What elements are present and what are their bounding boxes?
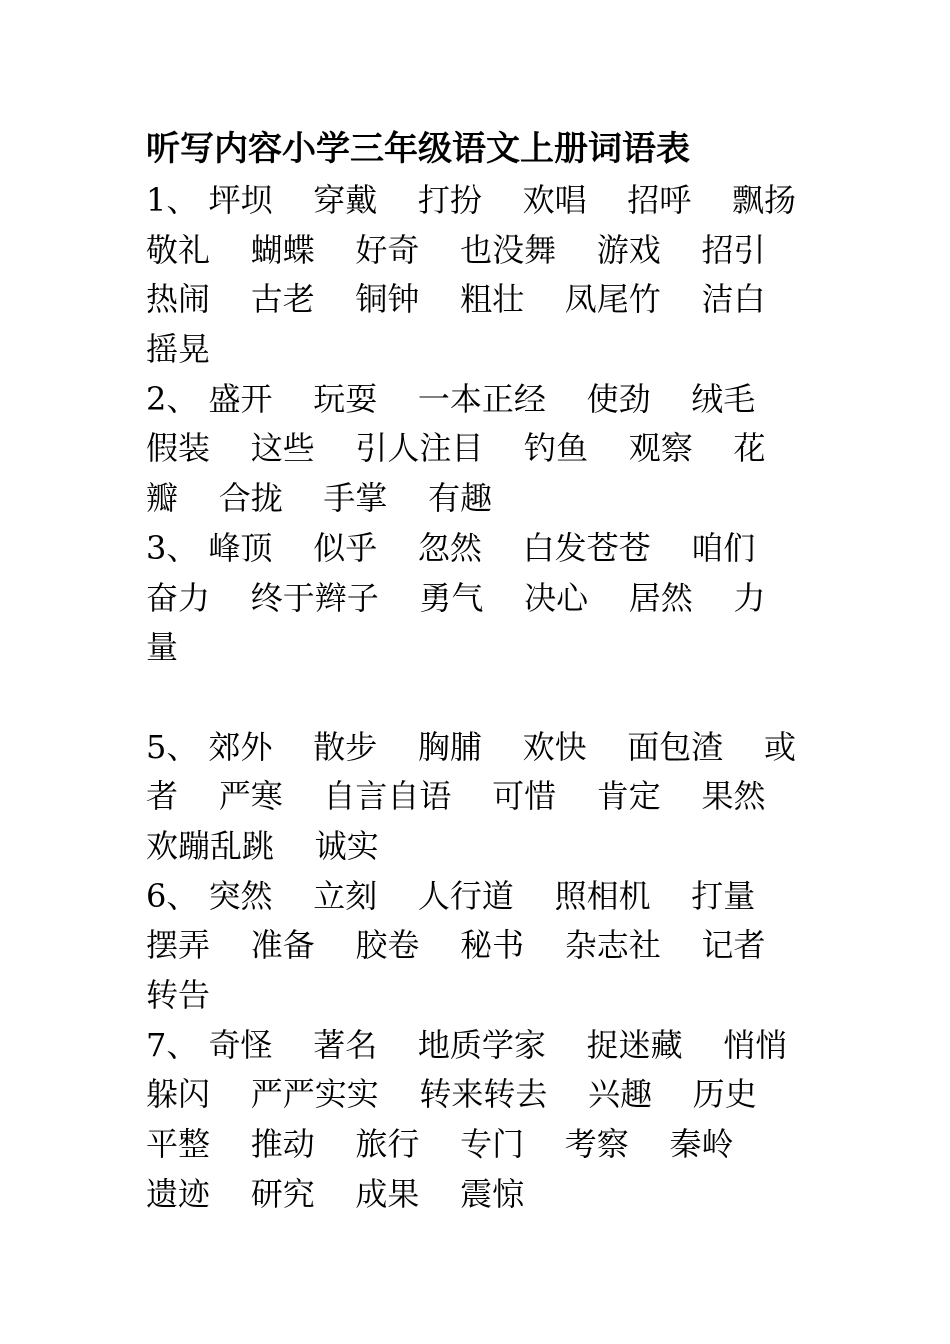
text-line: 摇晃 [146, 330, 211, 369]
text-line: 敬礼 蝴蝶 好奇 也没舞 游戏 招引 [146, 230, 766, 269]
text-line: 5、 郊外 散步 胸脯 欢快 面包渣 或 [146, 727, 796, 766]
text-line: 热闹 古老 铜钟 粗壮 凤尾竹 洁白 [146, 280, 766, 319]
text-line: 假装 这些 引人注目 钓鱼 观察 花 [146, 429, 766, 468]
blank-line [146, 673, 816, 723]
text-line: 1、 坪坝 穿戴 打扮 欢唱 招呼 飘扬 [146, 181, 796, 219]
text-line: 平整 推动 旅行 专门 考察 秦岭 [146, 1125, 734, 1164]
document-title: 听写内容小学三年级语文上册词语表 [146, 129, 690, 169]
text-line: 量 [146, 628, 179, 667]
text-line: 7、 奇怪 著名 地质学家 捉迷藏 悄悄 [146, 1025, 788, 1064]
text-line: 遗迹 研究 成果 震惊 [146, 1174, 525, 1213]
text-line: 奋力 终于辫子 勇气 决心 居然 力 [146, 578, 766, 617]
text-line: 3、 峰顶 似乎 忽然 白发苍苍 咱们 [146, 528, 756, 567]
text-line: 躲闪 严严实实 转来转去 兴趣 历史 [146, 1075, 757, 1114]
text-line: 者 严寒 自言自语 可惜 肯定 果然 [146, 777, 766, 816]
text-line: 摆弄 准备 胶卷 秘书 杂志社 记者 [146, 926, 766, 965]
text-line: 6、 突然 立刻 人行道 照相机 打量 [146, 876, 756, 915]
text-line: 转告 [146, 976, 211, 1014]
document-body [146, 122, 816, 1219]
text-line: 瓣 合拢 手掌 有趣 [146, 479, 493, 518]
text-line: 2、 盛开 玩耍 一本正经 使劲 绒毛 [146, 379, 756, 418]
text-line: 欢蹦乱跳 诚实 [146, 826, 379, 865]
